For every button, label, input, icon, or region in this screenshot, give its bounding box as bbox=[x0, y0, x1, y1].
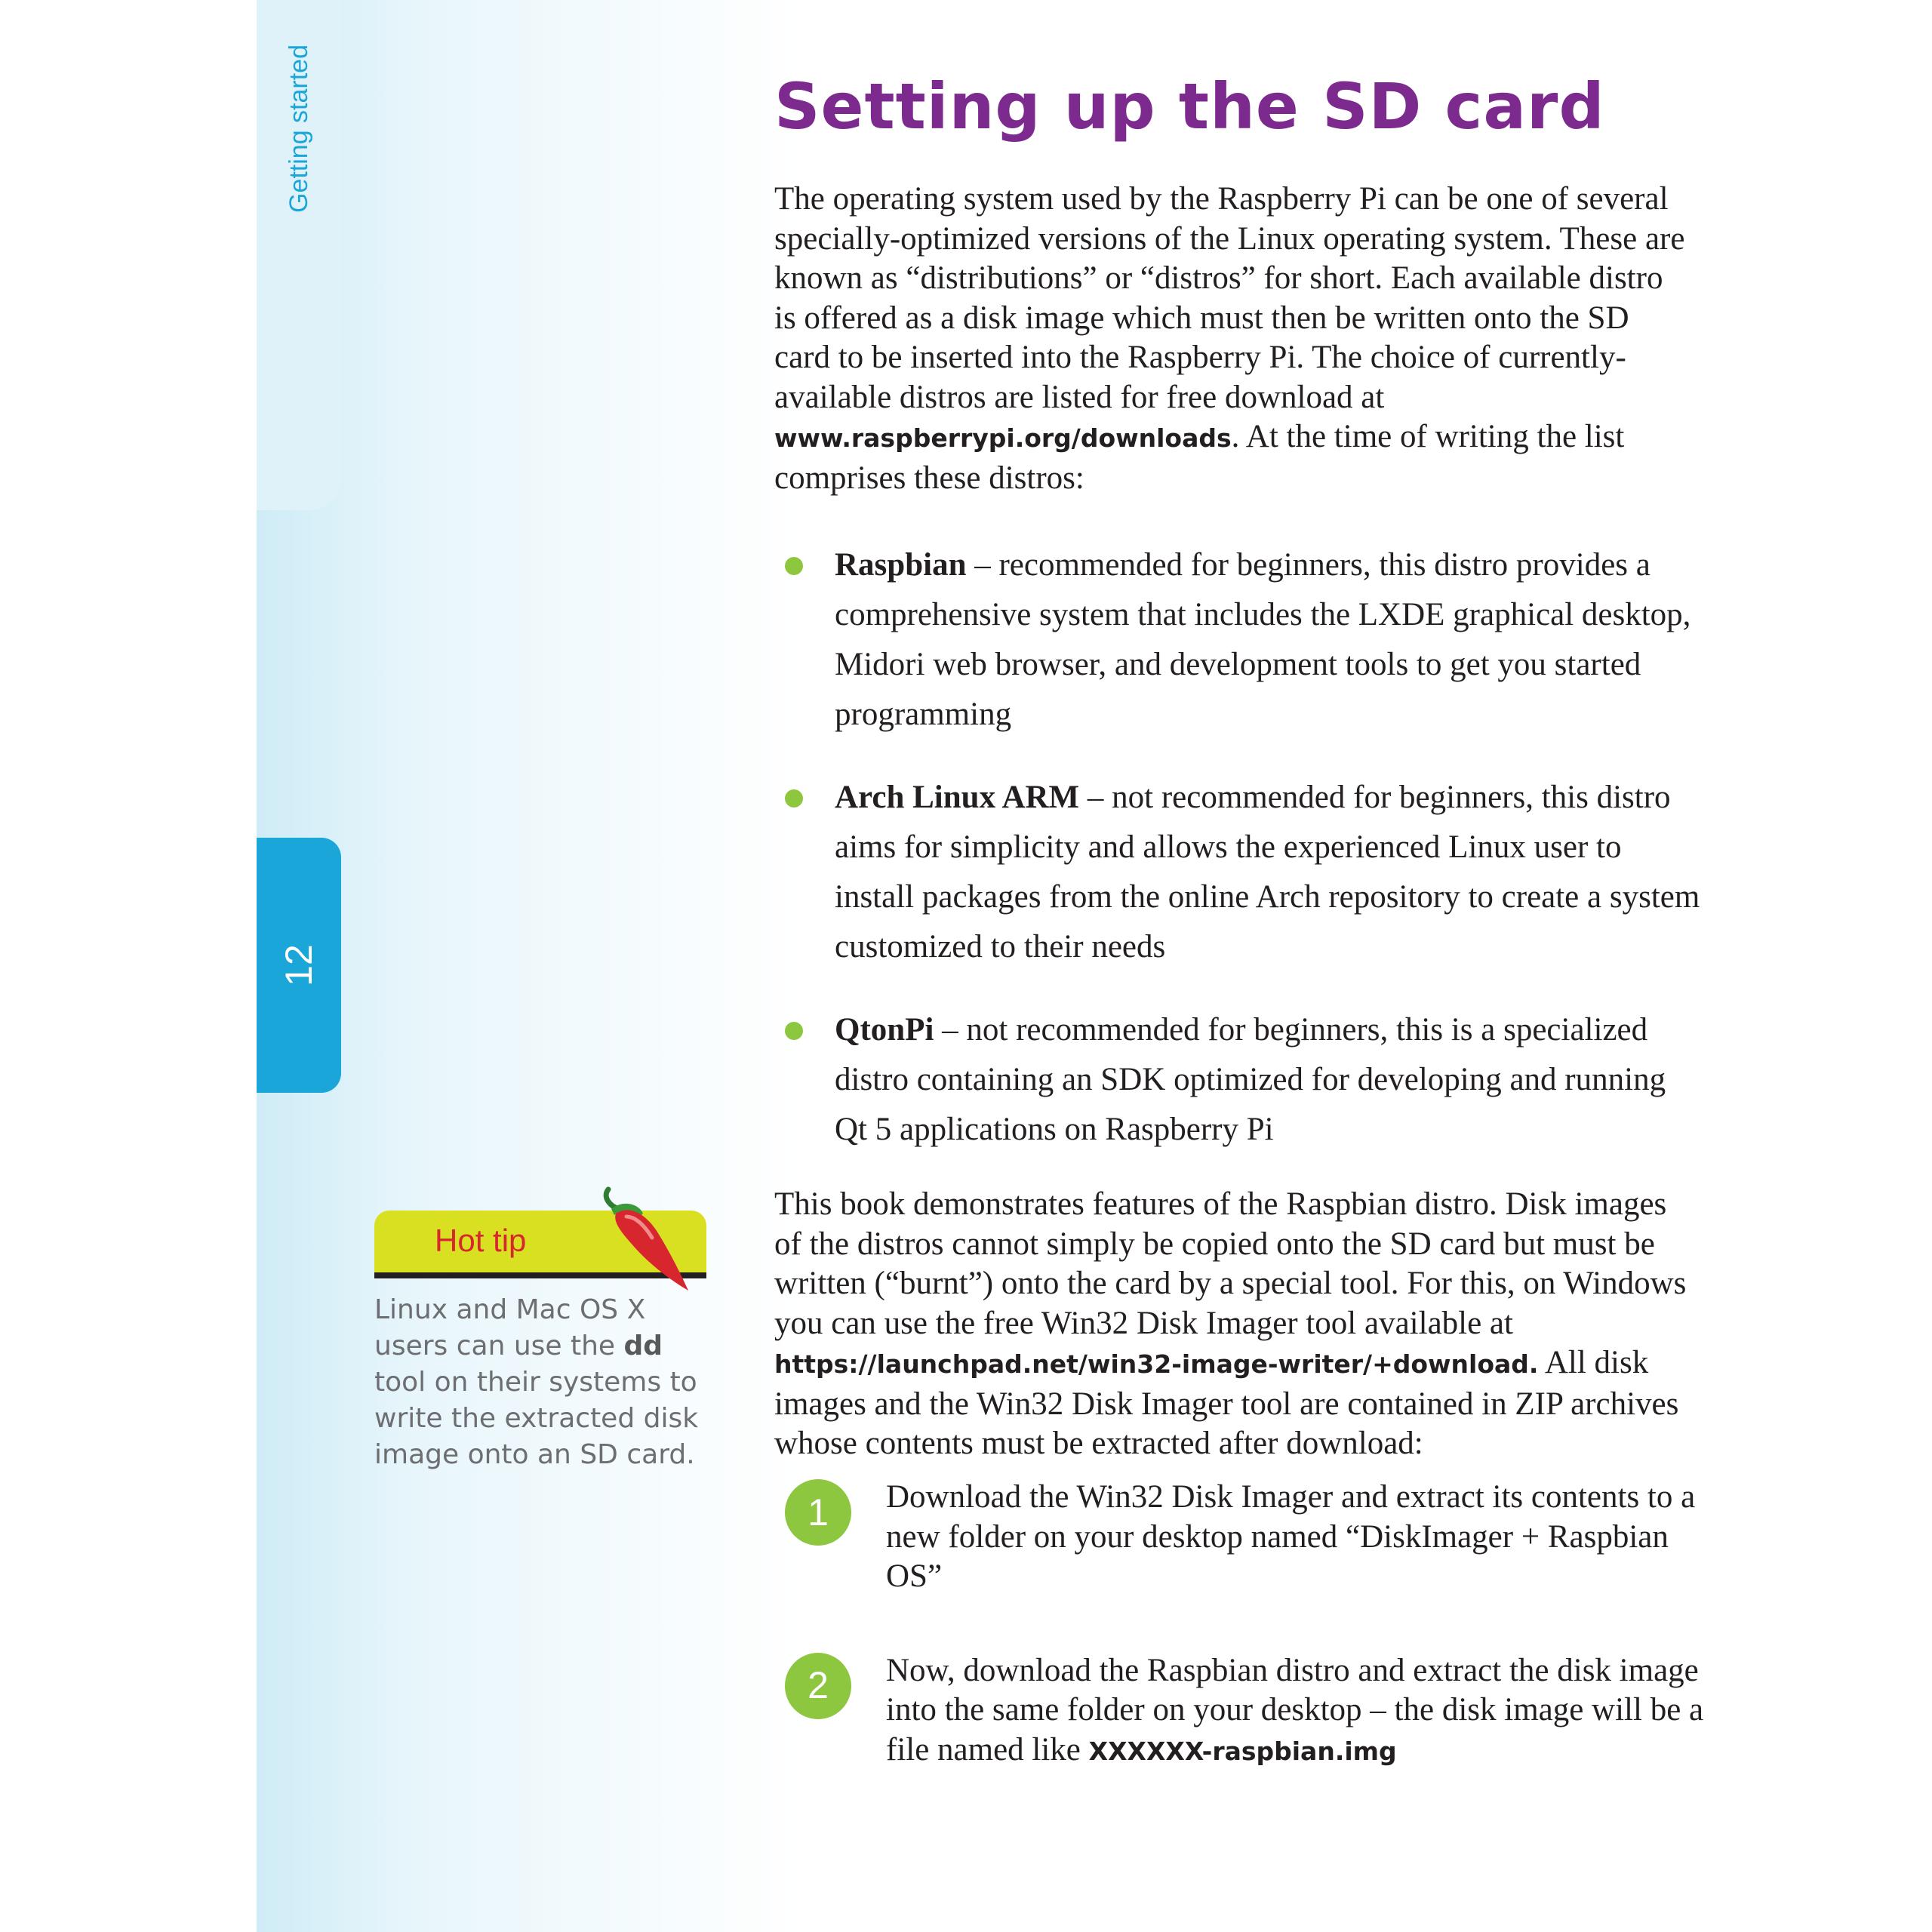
bullet-icon bbox=[785, 789, 803, 808]
disk-image-paragraph bbox=[774, 1185, 1691, 1464]
list-item bbox=[785, 773, 1706, 972]
distro-description: – not recommended for beginners, this distro aims for simplicity and allows the experienced Linux user to install packages from the online Arch repository to create a system customized to their needs bbox=[835, 780, 1700, 964]
para2-text-end: All disk images and the Win32 Disk Imager tool are contained in ZIP archives whose contents must be extracted after download: bbox=[774, 1345, 1679, 1461]
distro-description: – recommended for beginners, this distro provides a comprehensive system that includes the LXDE graphical desktop, Midori web browser, and development tools to get you started programming bbox=[835, 547, 1691, 732]
page-title: Setting up the SD card bbox=[774, 69, 1605, 143]
page-number: 12 bbox=[278, 944, 320, 986]
section-label: Getting started bbox=[284, 44, 313, 213]
para2-text: This book demonstrates features of the Raspbian distro. Disk images of the distros cannot simply be copied onto the SD card but must be written (“burnt”) onto the card by a special tool. For this, on Windows you can use the free Win32 Disk Imager tool available at bbox=[774, 1186, 1687, 1341]
image-filename: XXXXXX-raspbian.img bbox=[1088, 1736, 1397, 1766]
list-item bbox=[785, 1005, 1706, 1155]
step-text: Download the Win32 Disk Imager and extract its contents to a new folder on your desktop named “DiskImager + Raspbian OS” bbox=[886, 1479, 1696, 1594]
section-tab bbox=[257, 0, 341, 510]
bullet-icon bbox=[785, 1022, 803, 1040]
distro-name: Arch Linux ARM bbox=[835, 780, 1080, 815]
page-number-tab bbox=[257, 838, 341, 1093]
step-number-badge: 2 bbox=[785, 1653, 851, 1719]
hot-tip-text-end: tool on their systems to write the extracted disk image onto an SD card. bbox=[374, 1367, 699, 1470]
step-1 bbox=[785, 1478, 1706, 1597]
dd-command: dd bbox=[623, 1331, 663, 1361]
hot-tip-text bbox=[374, 1292, 714, 1473]
distro-name: QtonPi bbox=[835, 1012, 934, 1048]
distro-list bbox=[785, 540, 1706, 1188]
step-number-badge: 1 bbox=[785, 1479, 851, 1546]
launchpad-url: https://launchpad.net/win32-image-writer/+download. bbox=[774, 1349, 1539, 1379]
intro-text-end: . At the time of writing the list comprises these distros: bbox=[774, 419, 1625, 496]
downloads-url: www.raspberrypi.org/downloads bbox=[774, 423, 1232, 453]
intro-paragraph bbox=[774, 180, 1691, 498]
intro-text: The operating system used by the Raspberry Pi can be one of several specially-optimized versions of the Linux operating system. These are known as “distributions” or “distros” for short. Each available distro is offered as a disk image which must then be written onto the SD card to be inserted into the Raspberry Pi. The choice of currently-available distros are listed for free download at bbox=[774, 181, 1685, 415]
bullet-icon bbox=[785, 557, 803, 575]
hot-tip-text-start: Linux and Mac OS X users can use the bbox=[374, 1294, 646, 1361]
step-2 bbox=[785, 1651, 1706, 1772]
chili-pepper-icon bbox=[596, 1186, 694, 1294]
distro-description: – not recommended for beginners, this is a specialized distro containing an SDK optimized for developing and running Qt 5 applications on Raspberry Pi bbox=[835, 1012, 1666, 1147]
steps-list bbox=[785, 1478, 1706, 1826]
list-item bbox=[785, 540, 1706, 740]
hot-tip-title: Hot tip bbox=[435, 1223, 527, 1258]
distro-name: Raspbian bbox=[835, 547, 967, 583]
step-text: Now, download the Raspbian distro and extract the disk image into the same folder on your desktop – the disk image will be a file named like bbox=[886, 1652, 1704, 1767]
